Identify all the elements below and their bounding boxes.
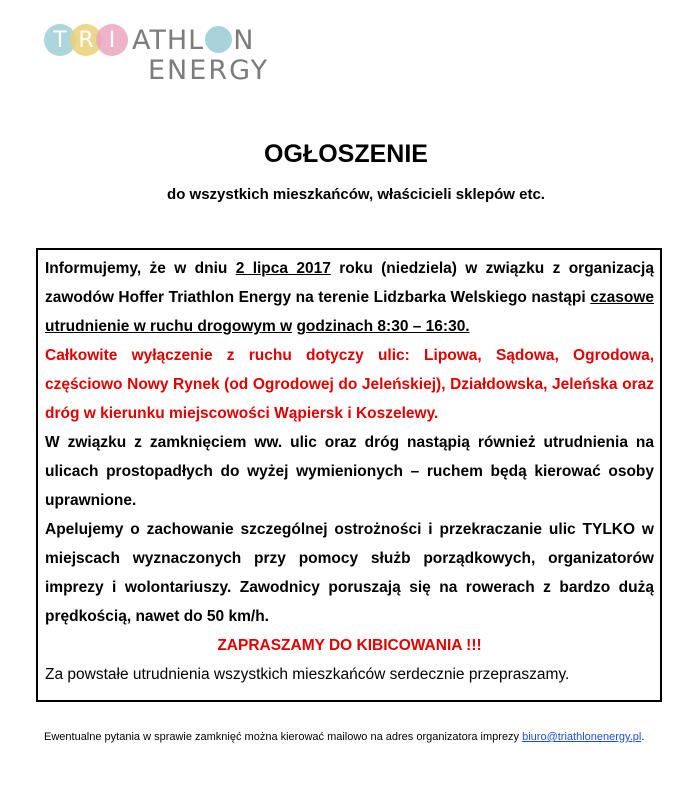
notice-box: [36, 248, 662, 702]
notice-apology: Za powstałe utrudnienia wszystkich mieszkańców serdecznie przepraszamy.: [45, 666, 570, 683]
notice-p1-b: roku (niedziela) w związku z organizacją zawodów Hoffer Triathlon Energy na terenie Lidzbarka Welskiego nastąpi: [45, 260, 654, 306]
notice-disruption: czasowe utrudnienie w ruchu drogowym w: [45, 289, 654, 335]
notice-invitation: ZAPRASZAMY DO KIBICOWANIA !!!: [217, 637, 482, 654]
notice-paragraph-1: [45, 254, 654, 341]
page-subtitle: do wszystkich mieszkańców, właścicieli sklepów etc.: [167, 186, 545, 203]
logo-letter-i: I: [108, 27, 116, 53]
notice-paragraph-4: Apelujemy o zachowanie szczególnej ostrożności i przekraczanie ulic TYLKO w miejscach wyznaczonych przy pomocy służb porządkowych, organizatorów imprezy i wolontariuszy. Zawodnicy poruszają się na rowerach z bardzo dużą prędkością, nawet do 50 km/h.: [45, 521, 654, 625]
notice-date: 2 lipca 2017: [235, 260, 331, 277]
footer-end: .: [641, 731, 645, 743]
logo-line-1: [44, 23, 254, 57]
logo-letter-t: T: [53, 27, 67, 53]
notice-p1-a: Informujemy, że w dniu: [45, 260, 236, 277]
logo-letter-r: R: [78, 27, 94, 53]
page-title: OGŁOSZENIE: [264, 140, 428, 168]
notice-paragraph-3: W związku z zamknięciem ww. ulic oraz dróg nastąpią również utrudnienia na ulicach prostopadłych do wyżej wymienionych – ruchem będą kierować osoby uprawnione.: [45, 434, 654, 509]
triathlon-energy-logo: [44, 23, 284, 87]
logo-circle-pink: [96, 24, 128, 56]
logo-o-circle: [205, 26, 232, 53]
notice-hours: godzinach 8:30 – 16:30.: [296, 318, 470, 335]
logo-word-athlon: [132, 25, 254, 56]
logo-word-energy: ENERGY: [148, 55, 270, 86]
logo-word-n: N: [233, 24, 255, 56]
footer-text: Ewentualne pytania w sprawie zamknięć można kierować mailowo na adres organizatora imprezy: [44, 731, 523, 743]
logo-word-athl: ATHL: [132, 24, 205, 56]
email-link[interactable]: biuro@triathlonenergy.pl: [522, 731, 642, 743]
notice-paragraph-closures: Całkowite wyłączenie z ruchu dotyczy ulic: Lipowa, Sądowa, Ogrodowa, częściowo Nowy Rynek (od Ogrodowej do Jeleńskiej), Działdowska, Jeleńska oraz dróg w kierunku miejscowości Wąpiersk i Koszelewy.: [45, 347, 654, 422]
footer-contact: [44, 730, 670, 745]
